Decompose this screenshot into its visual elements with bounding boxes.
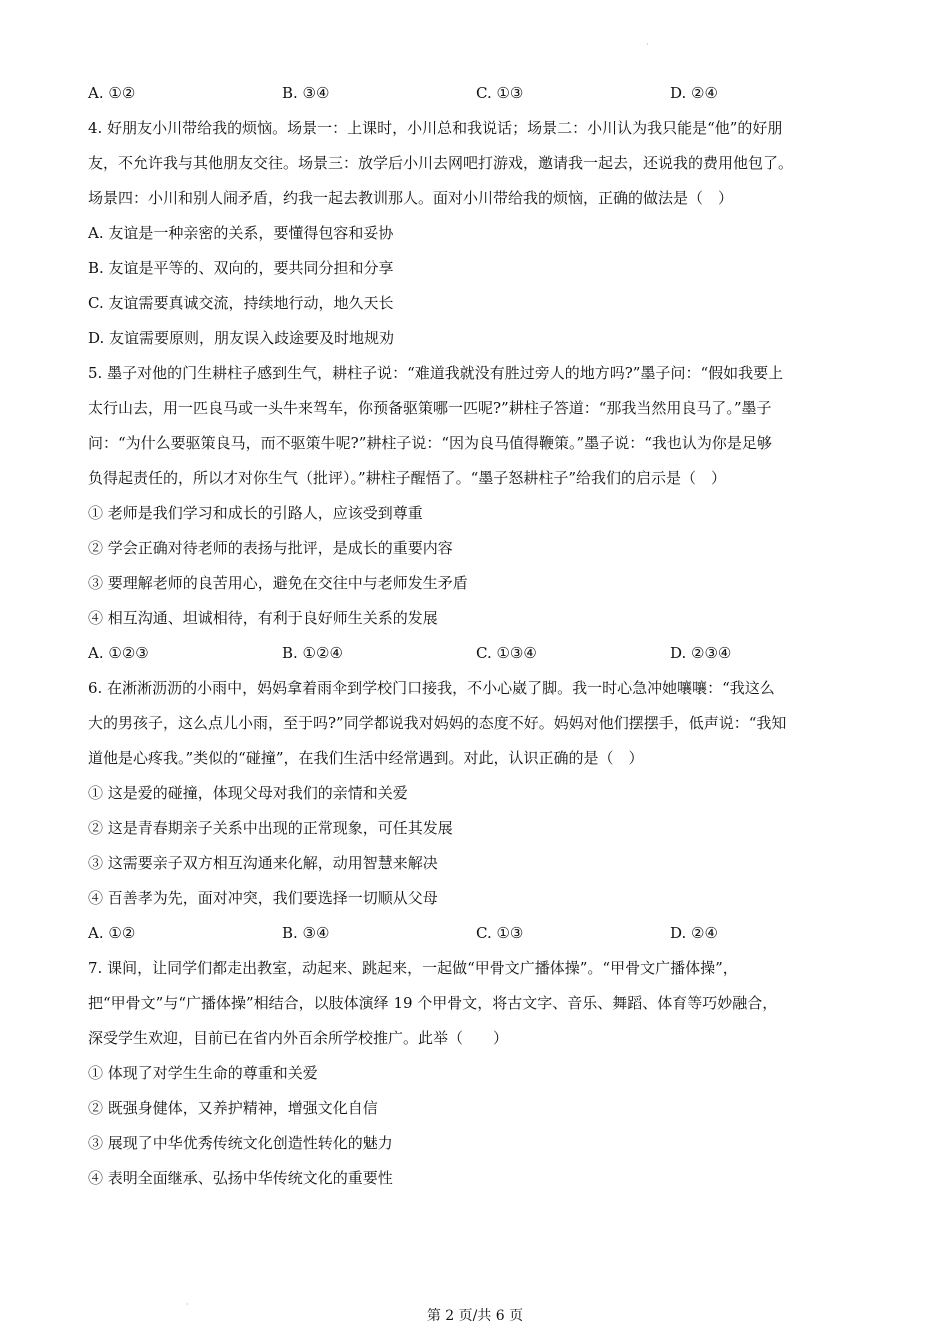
q5-option-a: A. ①②③ [88,644,149,662]
q6-stem-line: 大的男孩子，这么点儿小雨，至于吗?”同学都说我对妈妈的态度不好。妈妈对他们摆摆手，低声说：“我知 [88,714,787,732]
q7-item: ③ 展现了中华优秀传统文化创造性转化的魅力 [88,1134,393,1152]
q3-option-a: A. ①② [88,84,136,102]
q7-stem-line: 7. 课间，让同学们都走出教室，动起来、跳起来，一起做“甲骨文广播体操”。“甲骨文广播体操”， [88,959,738,977]
q6-option-b: B. ③④ [282,924,330,942]
scan-dot: · [186,1300,189,1309]
q5-option-d: D. ②③④ [670,644,732,662]
q4-stem-line: 友，不允许我与其他朋友交往。场景三：放学后小川去网吧打游戏，邀请我一起去，还说我的费用他包了。 [88,154,794,172]
q4-stem-line: 4. 好朋友小川带给我的烦恼。场景一：上课时，小川总和我说话；场景二：小川认为我只能是“他”的好朋 [88,119,783,137]
q6-options [88,916,880,951]
q6-option-c: C. ①③ [476,924,524,942]
q5-stem-line: 问：“为什么要驱策良马，而不驱策牛呢?”耕柱子说：“因为良马值得鞭策。”墨子说：“我也认为你是足够 [88,434,772,452]
page-number: 第 2 页/共 6 页 [426,1308,524,1324]
question-5 [88,356,880,671]
q3-option-b: B. ③④ [282,84,330,102]
page-content [88,76,880,1196]
q6-item: ① 这是爱的碰撞，体现父母对我们的亲情和关爱 [88,784,408,802]
question-4 [88,111,880,356]
q4-stem-line: 场景四：小川和别人闹矛盾，约我一起去教训那人。面对小川带给我的烦恼，正确的做法是（ ） [88,189,734,207]
q3-options [88,76,880,111]
question-6 [88,671,880,951]
q4-choice-c: C. 友谊需要真诚交流，持续地行动，地久天长 [88,294,394,312]
q4-choice-a: A. 友谊是一种亲密的关系，要懂得包容和妥协 [88,224,394,242]
q5-item: ④ 相互沟通、坦诚相待，有利于良好师生关系的发展 [88,609,438,627]
question-7 [88,951,880,1196]
q7-item: ① 体现了对学生生命的尊重和关爱 [88,1064,318,1082]
q7-item: ② 既强身健体，又养护精神，增强文化自信 [88,1099,378,1117]
q7-stem-line: 把“甲骨文”与“广播体操”相结合，以肢体演绎 19 个甲骨文，将古文字、音乐、舞蹈、体育等巧妙融合， [88,994,778,1012]
q5-item: ① 老师是我们学习和成长的引路人，应该受到尊重 [88,504,423,522]
q5-option-c: C. ①③④ [476,644,537,662]
q6-stem-line: 道他是心疼我。”类似的“碰撞”，在我们生活中经常遇到。对此，认识正确的是（ ） [88,749,644,767]
q4-choice-d: D. 友谊需要原则，朋友误入歧途要及时地规劝 [88,329,395,347]
q6-item: ③ 这需要亲子双方相互沟通来化解，动用智慧来解决 [88,854,438,872]
q5-item: ② 学会正确对待老师的表扬与批评，是成长的重要内容 [88,539,453,557]
q7-item: ④ 表明全面继承、弘扬中华传统文化的重要性 [88,1169,393,1187]
q7-stem-line: 深受学生欢迎，目前已在省内外百余所学校推广。此举（ ） [88,1029,509,1047]
scan-dot: · [646,40,649,49]
q5-stem-line: 5. 墨子对他的门生耕柱子感到生气，耕柱子说：“难道我就没有胜过旁人的地方吗?”墨子问：“假如我要上 [88,364,784,382]
q5-options [88,636,880,671]
q6-item: ② 这是青春期亲子关系中出现的正常现象，可任其发展 [88,819,453,837]
q6-option-a: A. ①② [88,924,136,942]
q5-option-b: B. ①②④ [282,644,343,662]
q5-stem-line: 负得起责任的，所以才对你生气（批评）。”耕柱子醒悟了。“墨子怒耕柱子”给我们的启示是（ ） [88,469,727,487]
q3-option-d: D. ②④ [670,84,718,102]
q5-stem-line: 太行山去，用一匹良马或一头牛来驾车，你预备驱策哪一匹呢?”耕柱子答道：“那我当然用良马了。”墨子 [88,399,772,417]
q4-choice-b: B. 友谊是平等的、双向的，要共同分担和分享 [88,259,394,277]
q6-stem-line: 6. 在淅淅沥沥的小雨中，妈妈拿着雨伞到学校门口接我，不小心崴了脚。我一时心急冲她嚷嚷：“我这么 [88,679,775,697]
q6-option-d: D. ②④ [670,924,718,942]
q6-item: ④ 百善孝为先，面对冲突，我们要选择一切顺从父母 [88,889,438,907]
q5-item: ③ 要理解老师的良苦用心，避免在交往中与老师发生矛盾 [88,574,468,592]
q3-option-c: C. ①③ [476,84,524,102]
